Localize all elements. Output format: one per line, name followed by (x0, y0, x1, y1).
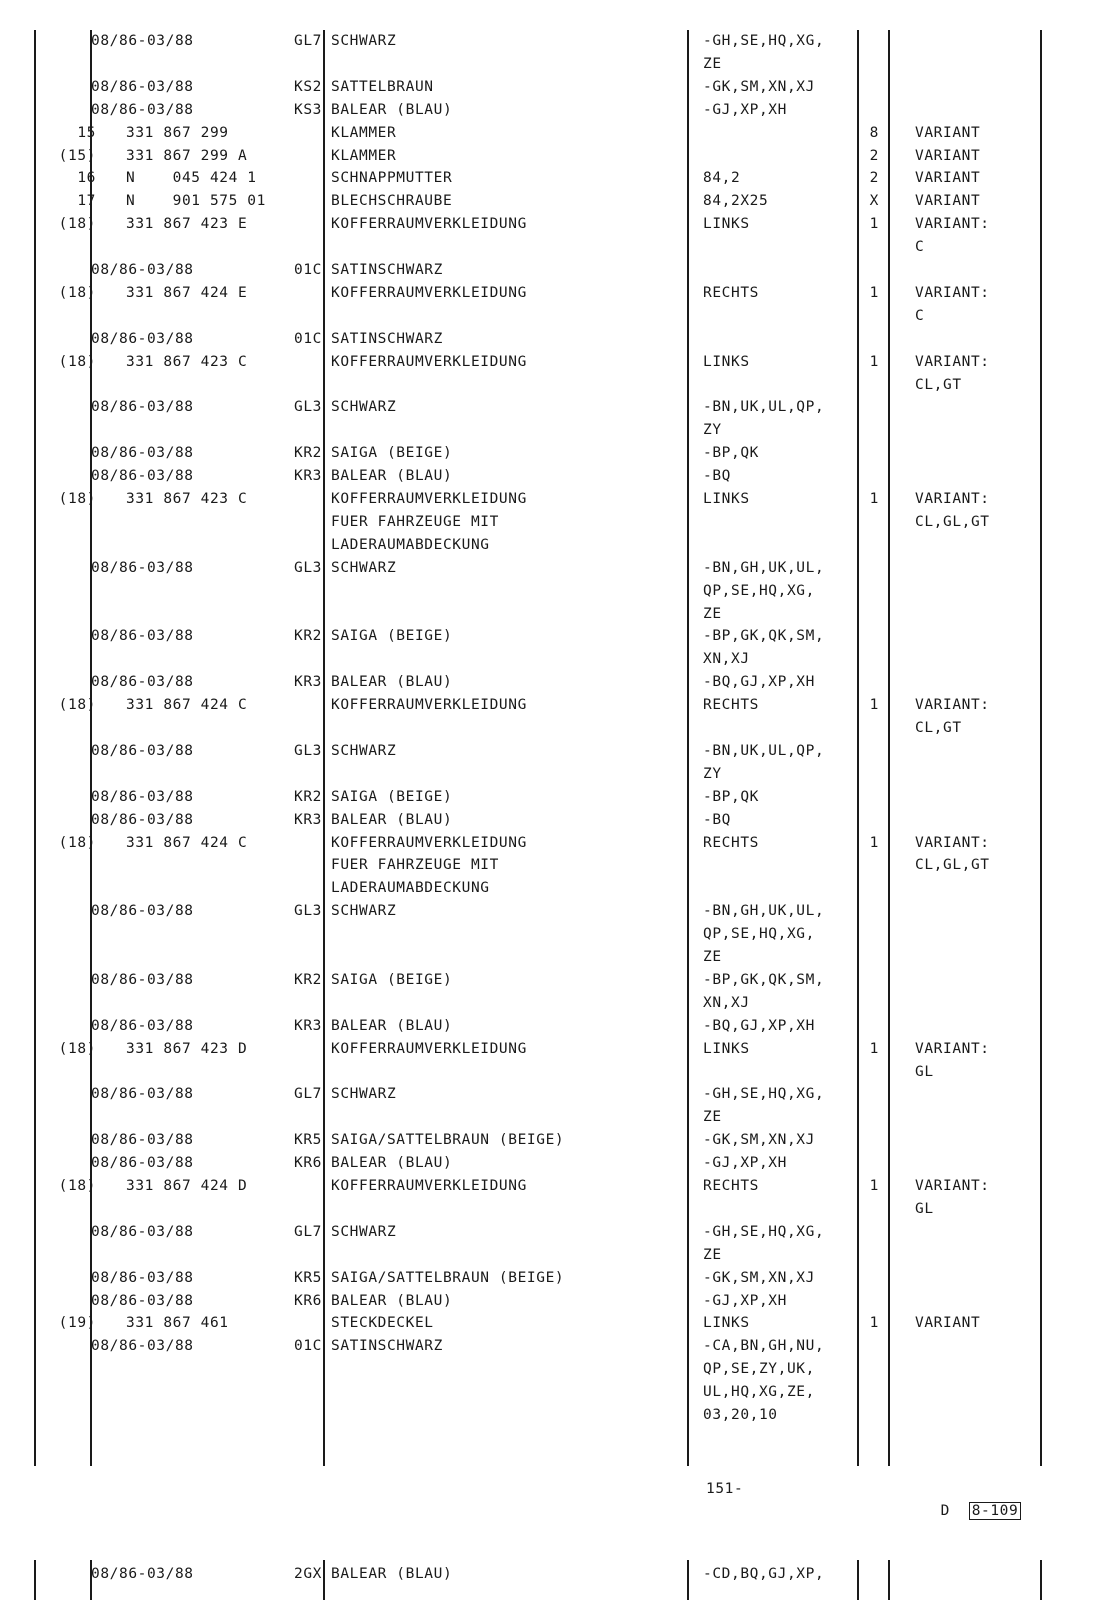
description: FUER FAHRZEUGE MIT (331, 513, 499, 530)
remark: LINKS (703, 491, 750, 507)
description: LADERAUMABDECKUNG (331, 880, 490, 897)
remark: UL,HQ,XG,ZE, (703, 1384, 815, 1401)
date-range: 08/86-03/88 (91, 262, 194, 278)
date-range: 08/86-03/88 (91, 811, 194, 828)
table-row (0, 740, 1120, 762)
date-range: 08/86-03/88 (91, 1086, 194, 1103)
table-row (0, 1129, 1120, 1151)
description: STECKDECKEL (331, 1315, 434, 1332)
description: KOFFERRAUMVERKLEIDUNG (331, 697, 527, 714)
variant: CL,GL,GT (915, 857, 990, 874)
remark: ZE (703, 55, 722, 72)
table-row (0, 671, 1120, 693)
variant: CL,GT (915, 720, 962, 736)
table-row (0, 396, 1120, 418)
table-row (0, 580, 1120, 602)
next-page-row (0, 1563, 1120, 1585)
remark: LINKS (703, 1315, 750, 1332)
table-row (0, 1038, 1120, 1060)
date-range: 08/86-03/88 (91, 1223, 194, 1240)
description: SCHWARZ (331, 1223, 397, 1240)
quantity: 1 (869, 353, 879, 370)
description: SATINSCHWARZ (331, 1338, 443, 1355)
table-row (0, 236, 1120, 258)
color-code: GL3 (294, 742, 322, 759)
remark: -BN,UK,UL,QP, (703, 399, 825, 416)
date-range: 08/86-03/88 (91, 903, 194, 920)
table-row (0, 1221, 1120, 1243)
part-number: N 045 424 1 (126, 170, 257, 187)
description: BALEAR (BLAU) (331, 674, 453, 691)
description: SCHWARZ (331, 559, 397, 576)
table-row (0, 53, 1120, 75)
position-number: (15) (58, 147, 96, 164)
description: LADERAUMABDECKUNG (331, 536, 490, 553)
position-number: (18) (58, 491, 96, 507)
table-row (0, 99, 1120, 121)
variant: VARIANT: (915, 216, 990, 233)
color-code: KR6 (294, 1292, 322, 1309)
color-code: KR2 (294, 445, 322, 462)
table-row (0, 877, 1120, 899)
table-row (0, 923, 1120, 945)
color-code: KR2 (294, 788, 322, 805)
remark: -CA,BN,GH,NU, (703, 1338, 825, 1355)
table-row (0, 854, 1120, 876)
description: KOFFERRAUMVERKLEIDUNG (331, 284, 527, 301)
table-row (0, 1290, 1120, 1312)
variant: VARIANT: (915, 491, 990, 507)
color-code: GL3 (294, 399, 322, 416)
color-code: KR3 (294, 811, 322, 828)
date-range: 08/86-03/88 (91, 1269, 194, 1286)
table-row (0, 145, 1120, 167)
remark: RECHTS (703, 697, 759, 714)
date-range: 08/86-03/88 (91, 742, 194, 759)
variant: VARIANT (915, 193, 981, 210)
remark: -GH,SE,HQ,XG, (703, 1086, 825, 1103)
date-range: 08/86-03/88 (91, 628, 194, 645)
description: SAIGA (BEIGE) (331, 628, 453, 645)
remark: -BQ (703, 811, 731, 828)
remark: 84,2X25 (703, 193, 769, 210)
section-letter: D (940, 1503, 951, 1519)
color-code: GL7 (294, 33, 322, 49)
table-row (0, 305, 1120, 327)
remark: -GK,SM,XN,XJ (703, 78, 815, 95)
table-row (0, 900, 1120, 922)
table-row (0, 1175, 1120, 1197)
description: SATINSCHWARZ (331, 262, 443, 278)
table-row (0, 648, 1120, 670)
variant: VARIANT (915, 147, 981, 164)
remark: -GK,SM,XN,XJ (703, 1269, 815, 1286)
remark: XN,XJ (703, 651, 750, 668)
table-row (0, 374, 1120, 396)
remark: -BP,GK,QK,SM, (703, 971, 825, 988)
remark: RECHTS (703, 284, 759, 301)
variant: VARIANT: (915, 1040, 990, 1057)
page-number: 151- (706, 1481, 744, 1497)
color-code: 01C (294, 1338, 322, 1355)
quantity: 1 (869, 1315, 879, 1332)
table-row (0, 442, 1120, 464)
color-code: KR3 (294, 468, 322, 485)
date-range: 08/86-03/88 (91, 1338, 194, 1355)
remark: -BN,GH,UK,UL, (703, 559, 825, 576)
color-code: 2GX (294, 1566, 322, 1582)
position-number: (18) (58, 353, 96, 370)
remark: -BQ (703, 468, 731, 485)
part-number: 331 867 424 C (126, 697, 248, 714)
description: BALEAR (BLAU) (331, 1292, 453, 1309)
date-range: 08/86-03/88 (91, 1132, 194, 1149)
remark: RECHTS (703, 1178, 759, 1194)
remark: LINKS (703, 353, 750, 370)
table-row (0, 1381, 1120, 1403)
table-row (0, 992, 1120, 1014)
table-row (0, 557, 1120, 579)
part-number: 331 867 423 E (126, 216, 248, 233)
variant: GL (915, 1063, 934, 1080)
description: KOFFERRAUMVERKLEIDUNG (331, 1040, 527, 1057)
remark: -BQ,GJ,XP,XH (703, 674, 815, 691)
table-row (0, 625, 1120, 647)
table-row (0, 1404, 1120, 1426)
color-code: KS3 (294, 101, 322, 118)
table-row (0, 259, 1120, 281)
position-number: (18) (58, 1178, 96, 1194)
remark: RECHTS (703, 834, 759, 851)
position-number: (18) (58, 216, 96, 233)
part-number: 331 867 424 E (126, 284, 248, 301)
position-number: (18) (58, 697, 96, 714)
remark: 03,20,10 (703, 1407, 778, 1423)
description: FUER FAHRZEUGE MIT (331, 857, 499, 874)
color-code: KR6 (294, 1155, 322, 1172)
remark: LINKS (703, 216, 750, 233)
part-number: 331 867 423 C (126, 353, 248, 370)
description: KLAMMER (331, 147, 397, 164)
position-number: 17 (77, 193, 96, 210)
table-row (0, 1061, 1120, 1083)
page-ref (922, 1478, 1021, 1522)
table-row (0, 419, 1120, 441)
description: KLAMMER (331, 124, 397, 141)
position-number: 16 (77, 170, 96, 187)
color-code: KR5 (294, 1132, 322, 1149)
color-code: GL7 (294, 1086, 322, 1103)
remark: -BP,GK,QK,SM, (703, 628, 825, 645)
date-range: 08/86-03/88 (91, 1017, 194, 1034)
table-row (0, 328, 1120, 350)
variant: C (915, 307, 925, 324)
description: KOFFERRAUMVERKLEIDUNG (331, 216, 527, 233)
table-row (0, 809, 1120, 831)
description: SCHWARZ (331, 33, 397, 49)
table-row (0, 1312, 1120, 1334)
date-range: 08/86-03/88 (91, 78, 194, 95)
variant: VARIANT (915, 1315, 981, 1332)
date-range: 08/86-03/88 (91, 788, 194, 805)
remark: ZY (703, 422, 722, 439)
part-number: 331 867 424 C (126, 834, 248, 851)
quantity: 1 (869, 216, 879, 233)
remark: -GK,SM,XN,XJ (703, 1132, 815, 1149)
variant: CL,GL,GT (915, 513, 990, 530)
part-number: 331 867 299 A (126, 147, 248, 164)
quantity: 1 (869, 1178, 879, 1194)
quantity: 2 (869, 170, 879, 187)
variant: GL (915, 1200, 934, 1217)
color-code: GL3 (294, 559, 322, 576)
date-range: 08/86-03/88 (91, 33, 194, 49)
description: KOFFERRAUMVERKLEIDUNG (331, 353, 527, 370)
quantity: 1 (869, 1040, 879, 1057)
variant: VARIANT: (915, 284, 990, 301)
remark: -GJ,XP,XH (703, 101, 787, 118)
table-row (0, 694, 1120, 716)
color-code: 01C (294, 262, 322, 278)
color-code: KR2 (294, 628, 322, 645)
remark: 84,2 (703, 170, 741, 187)
quantity: 1 (869, 284, 879, 301)
remark: LINKS (703, 1040, 750, 1057)
remark: ZE (703, 1246, 722, 1263)
variant: VARIANT: (915, 697, 990, 714)
date-range: 08/86-03/88 (91, 674, 194, 691)
table-row (0, 1244, 1120, 1266)
color-code: KR3 (294, 674, 322, 691)
table-row (0, 511, 1120, 533)
table-row (0, 282, 1120, 304)
description: BALEAR (BLAU) (331, 1017, 453, 1034)
description: SCHNAPPMUTTER (331, 170, 453, 187)
description: KOFFERRAUMVERKLEIDUNG (331, 1178, 527, 1194)
description: SCHWARZ (331, 399, 397, 416)
table-row (0, 213, 1120, 235)
table-row (0, 122, 1120, 144)
position-number: 15 (77, 124, 96, 141)
description: BALEAR (BLAU) (331, 468, 453, 485)
quantity: 2 (869, 147, 879, 164)
remark: QP,SE,HQ,XG, (703, 582, 815, 599)
table-row (0, 603, 1120, 625)
part-number: 331 867 299 (126, 124, 229, 141)
remark: ZE (703, 605, 722, 622)
description: SCHWARZ (331, 903, 397, 920)
description: SATINSCHWARZ (331, 330, 443, 347)
date-range: 08/86-03/88 (91, 1292, 194, 1309)
date-range: 08/86-03/88 (91, 1566, 194, 1582)
table-row (0, 832, 1120, 854)
table-row (0, 717, 1120, 739)
variant: CL,GT (915, 376, 962, 393)
description: SAIGA (BEIGE) (331, 788, 453, 805)
table-row (0, 534, 1120, 556)
description: KOFFERRAUMVERKLEIDUNG (331, 491, 527, 507)
description: SATTELBRAUN (331, 78, 434, 95)
part-number: 331 867 423 C (126, 491, 248, 507)
description: SAIGA/SATTELBRAUN (BEIGE) (331, 1132, 565, 1149)
table-row (0, 1015, 1120, 1037)
position-number: (19) (58, 1315, 96, 1332)
table-row (0, 1358, 1120, 1380)
remark: ZE (703, 949, 722, 965)
color-code: GL3 (294, 903, 322, 920)
table-row (0, 946, 1120, 968)
date-range: 08/86-03/88 (91, 971, 194, 988)
color-code: KR3 (294, 1017, 322, 1034)
part-number: 331 867 424 D (126, 1178, 248, 1194)
variant: C (915, 239, 925, 256)
description: BALEAR (BLAU) (331, 811, 453, 828)
remark: -GJ,XP,XH (703, 1292, 787, 1309)
remark: XN,XJ (703, 994, 750, 1011)
table-row (0, 786, 1120, 808)
table-row (0, 1152, 1120, 1174)
variant: VARIANT: (915, 353, 990, 370)
description: SAIGA (BEIGE) (331, 971, 453, 988)
table-row (0, 763, 1120, 785)
description: BALEAR (BLAU) (331, 1566, 453, 1582)
quantity: 8 (869, 124, 879, 141)
date-range: 08/86-03/88 (91, 559, 194, 576)
remark: -BQ,GJ,XP,XH (703, 1017, 815, 1034)
variant: VARIANT: (915, 834, 990, 851)
variant: VARIANT (915, 170, 981, 187)
part-number: N 901 575 01 (126, 193, 266, 210)
description: SAIGA (BEIGE) (331, 445, 453, 462)
table-row (0, 1106, 1120, 1128)
color-code: 01C (294, 330, 322, 347)
remark: -BP,QK (703, 445, 759, 462)
remark: QP,SE,HQ,XG, (703, 926, 815, 943)
remark: -BP,QK (703, 788, 759, 805)
color-code: KS2 (294, 78, 322, 95)
quantity: X (869, 193, 879, 210)
color-code: KR2 (294, 971, 322, 988)
quantity: 1 (869, 834, 879, 851)
remark: -GJ,XP,XH (703, 1155, 787, 1172)
table-row (0, 1198, 1120, 1220)
variant: VARIANT: (915, 1178, 990, 1194)
description: SCHWARZ (331, 742, 397, 759)
description: BALEAR (BLAU) (331, 101, 453, 118)
table-row (0, 969, 1120, 991)
description: KOFFERRAUMVERKLEIDUNG (331, 834, 527, 851)
remark: -GH,SE,HQ,XG, (703, 1223, 825, 1240)
color-code: KR5 (294, 1269, 322, 1286)
part-number: 331 867 423 D (126, 1040, 248, 1057)
description: BALEAR (BLAU) (331, 1155, 453, 1172)
date-range: 08/86-03/88 (91, 468, 194, 485)
table-row (0, 167, 1120, 189)
position-number: (18) (58, 834, 96, 851)
remark: QP,SE,ZY,UK, (703, 1361, 815, 1378)
table-row (0, 1335, 1120, 1357)
remark: ZY (703, 765, 722, 782)
part-number: 331 867 461 (126, 1315, 229, 1332)
position-number: (18) (58, 1040, 96, 1057)
page-ref-box: 8-109 (969, 1502, 1022, 1520)
date-range: 08/86-03/88 (91, 1155, 194, 1172)
table-row (0, 488, 1120, 510)
table-row (0, 1083, 1120, 1105)
remark: ZE (703, 1109, 722, 1126)
table-row (0, 76, 1120, 98)
date-range: 08/86-03/88 (91, 399, 194, 416)
date-range: 08/86-03/88 (91, 101, 194, 118)
position-number: (18) (58, 284, 96, 301)
table-row (0, 1267, 1120, 1289)
description: SAIGA/SATTELBRAUN (BEIGE) (331, 1269, 565, 1286)
remark: -BN,UK,UL,QP, (703, 742, 825, 759)
table-row (0, 465, 1120, 487)
quantity: 1 (869, 491, 879, 507)
remark: -CD,BQ,GJ,XP, (703, 1566, 825, 1582)
description: BLECHSCHRAUBE (331, 193, 453, 210)
table-row (0, 351, 1120, 373)
date-range: 08/86-03/88 (91, 330, 194, 347)
remark: -BN,GH,UK,UL, (703, 903, 825, 920)
variant: VARIANT (915, 124, 981, 141)
table-row (0, 30, 1120, 52)
table-row (0, 190, 1120, 212)
quantity: 1 (869, 697, 879, 714)
color-code: GL7 (294, 1223, 322, 1240)
description: SCHWARZ (331, 1086, 397, 1103)
date-range: 08/86-03/88 (91, 445, 194, 462)
remark: -GH,SE,HQ,XG, (703, 33, 825, 49)
